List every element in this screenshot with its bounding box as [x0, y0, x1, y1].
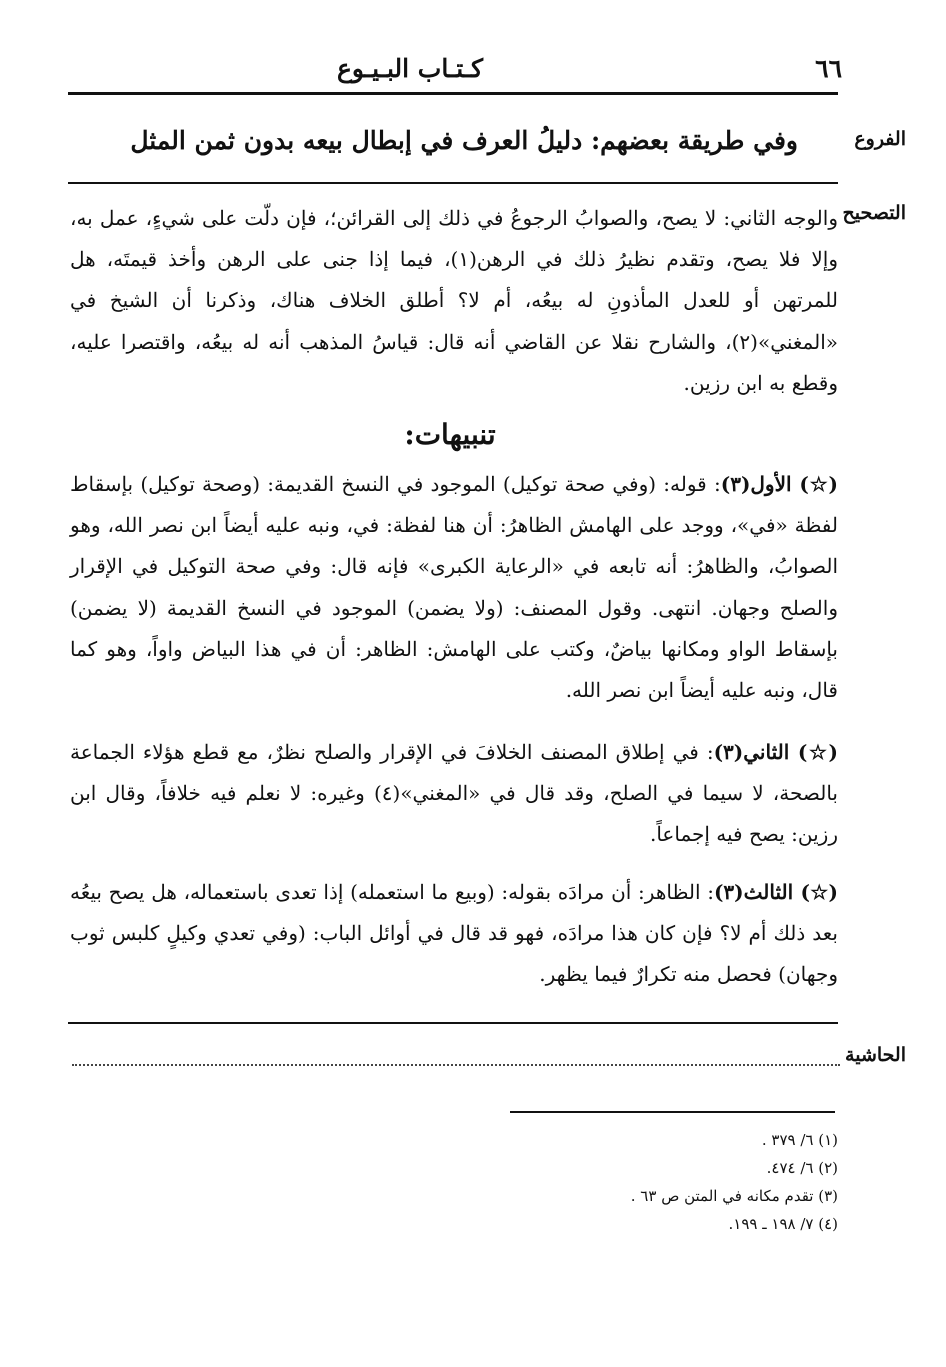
hashiya-dotted-line — [72, 1050, 840, 1066]
tanbih-first-text: : قوله: (وفي صحة توكيل) الموجود في النسخ القديمة: (وصحة توكيل) بإسقاط لفظة «في»، ووجد على الهامش الظاهرُ: أن هنا لفظة: في، ونبه عليه أيضاً ابن نصر الله، وهو الصوابُ، والظاهرُ: أنه تابعه في «الرعاية الكبرى» فإنه قال: وفي صحة التوكيل في الإقرار والصلح وجهان. انتهى. وقول المصنف: (ولا يضمن) الموجود في النسخ القديمة (لا يضمن) بإسقاط الواو ومكانها بياضٌ، وكتب على الهامش: الظاهر: أن في هذا البياض واواً، وهو كما قال، ونبه عليه أيضاً ابن نصر الله. — [70, 472, 838, 703]
page-number: ٦٦ — [815, 54, 842, 83]
tashih-paragraph: والوجه الثاني: لا يصح، والصوابُ الرجوعُ في ذلك إلى القرائن؛، فإن دلّت على شيءٍ، عمل به، وإلا فلا يصح، وتقدم نظيرُ ذلك في الرهن(١)، فيما إذا جنى على الرهن وأخذ قيمتَه، هل للمرتهن أو للعدل المأذونِ له بيعُه، أم لا؟ أطلق الخلاف هناك، وذكرنا أن الشيخ في «المغني»(٢)، والشارح نقلا عن القاضي أنه قال: قياسُ المذهب أنه له بيعُه، واقتصرا عليه، وقطع به ابن رزين. — [70, 206, 838, 395]
header-rule — [68, 92, 838, 95]
hashiya-label: الحاشية — [845, 1044, 906, 1066]
tanbihat-heading: تنبيهات: — [404, 418, 496, 451]
body-end-rule — [68, 1022, 838, 1024]
footnote-2: (٢) ٦/ ٤٧٤. — [766, 1159, 838, 1177]
footnote-4: (٤) ٧/ ١٩٨ ـ ١٩٩. — [728, 1215, 838, 1233]
tashih-label: التصحيح — [842, 202, 906, 224]
footnote-rule — [510, 1111, 835, 1113]
section-divider — [68, 182, 838, 184]
tanbih-first — [70, 464, 838, 711]
furu-text: وفي طريقة بعضهم: دليلُ العرف في إبطال بيعه بدون ثمن المثل — [130, 126, 798, 155]
tanbih-third-text: : الظاهر: أن مرادَه بقوله: (وبيع ما استعمله) إذا تعدى باستعماله، هل يصح بيعُه بعد ذلك أم لا؟ فإن كان هذا مرادَه، فهو قد قال في أوائل الباب: (وفي تعدي وكيلٍ كلبس ثوب وجهان) فحصل منه تكرارٌ فيما يظهر. — [70, 880, 838, 987]
footnotes — [400, 1126, 838, 1238]
furu-label: الفروع — [854, 128, 906, 150]
tanbih-third-lead: (☆) الثالث(٣) — [713, 880, 838, 904]
running-title: كـتـاب البـيـوع — [336, 54, 484, 83]
tanbih-first-lead: (☆) الأول(٣) — [720, 472, 838, 496]
tanbih-second — [70, 732, 838, 856]
tanbih-third — [70, 872, 838, 996]
footnote-3: (٣) تقدم مكانه في المتن ص ٦٣ . — [630, 1187, 838, 1205]
tanbih-second-text: : في إطلاق المصنف الخلافَ في الإقرار والصلح نظرٌ، مع قطع هؤلاء الجماعة بالصحة، لا سيما في الصلح، وقد قال في «المغني»(٤) وغيره: لا نعلم فيه خلافاً، وقال ابن رزين: يصح فيه إجماعاً. — [70, 740, 838, 847]
footnote-1: (١) ٦/ ٣٧٩ . — [761, 1131, 838, 1149]
tanbih-second-lead: (☆) الثاني(٣) — [713, 740, 838, 764]
